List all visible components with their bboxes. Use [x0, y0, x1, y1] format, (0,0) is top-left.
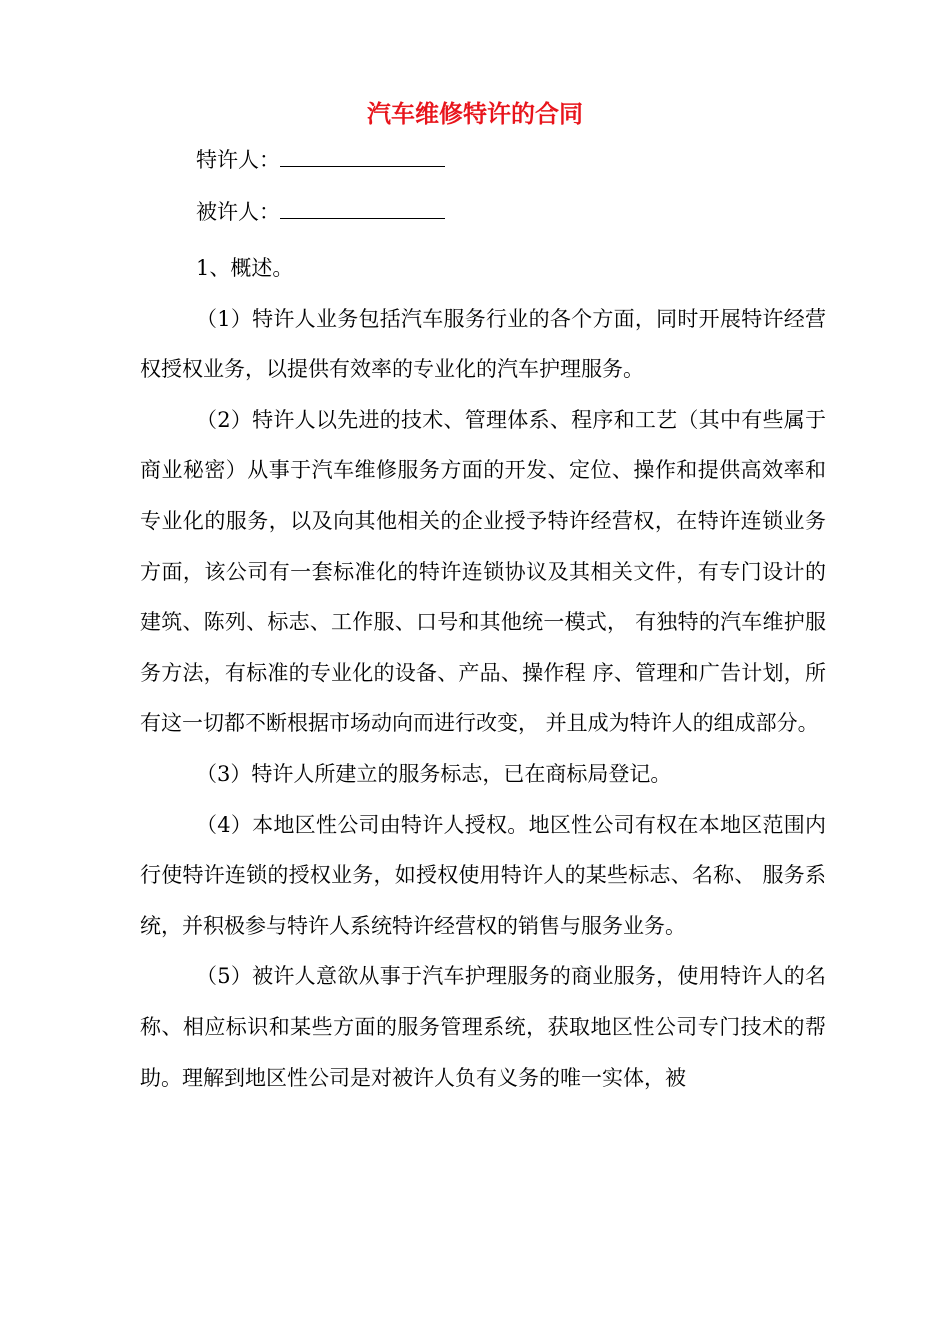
- franchisee-blank: [280, 196, 445, 219]
- section-heading-overview: 1、概述。: [196, 256, 294, 280]
- franchisor-label: 特许人：: [196, 148, 280, 172]
- document-title: 汽车维修特许的合同: [367, 99, 583, 128]
- franchisee-line: [196, 196, 445, 227]
- clause-5: （5）被许人意欲从事于汽车护理服务的商业服务，使用特许人的名称、相应标识和某些方面的服务管理系统，获取地区性公司专门技术的帮助。理解到地区性公司是对被许人负有义务的唯一实体，被: [140, 964, 826, 1090]
- contract-body: [140, 243, 826, 1103]
- clause-2: （2）特许人以先进的技术、管理体系、程序和工艺（其中有些属于商业秘密）从事于汽车维修服务方面的开发、定位、操作和提供高效率和专业化的服务，以及向其他相关的企业授予特许经营权，在特许连锁业务方面，该公司有一套标准化的特许连锁协议及其相关文件，有专门设计的建筑、陈列、标志、工作服、口号和其他统一模式， 有独特的汽车维护服务方法，有标准的专业化的设备、产品、操作程 序、管理和广告计划，所有这一切都不断根据市场动向而进行改变， 并且成为特许人的组成部分。: [140, 407, 826, 736]
- franchisee-label: 被许人：: [196, 200, 280, 224]
- franchisor-line: [196, 144, 445, 175]
- clause-1: （1）特许人业务包括汽车服务行业的各个方面，同时开展特许经营权授权业务，以提供有效率的专业化的汽车护理服务。: [140, 306, 826, 382]
- clause-4: （4）本地区性公司由特许人授权。地区性公司有权在本地区范围内行使特许连锁的授权业务，如授权使用特许人的某些标志、名称、 服务系统，并积极参与特许人系统特许经营权的销售与服务业务。: [140, 812, 826, 938]
- franchisor-blank: [280, 144, 445, 167]
- clause-3: （3）特许人所建立的服务标志，已在商标局登记。: [196, 761, 672, 786]
